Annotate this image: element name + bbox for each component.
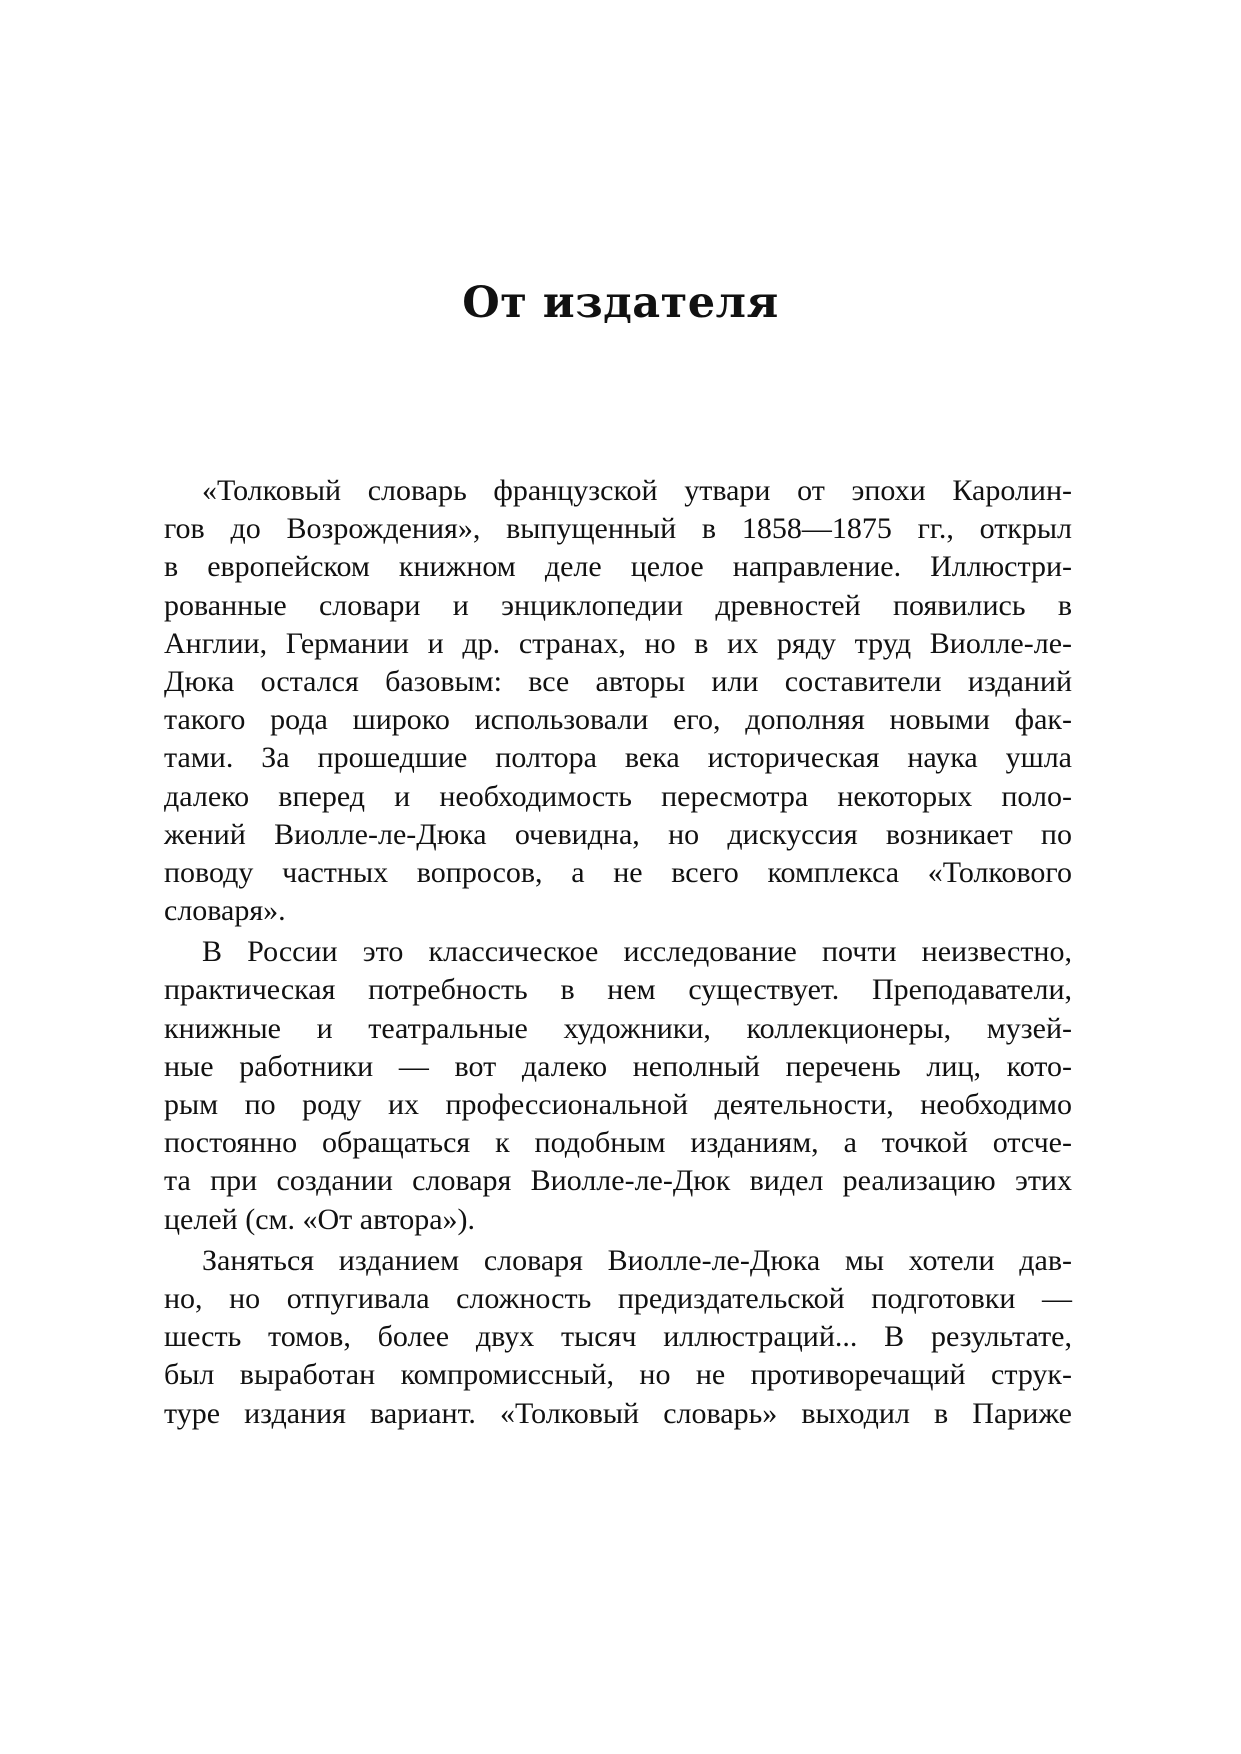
text-line: далеко вперед и необходимость пересмотра некоторых поло- [164,779,1072,813]
text-line: Заняться изданием словаря Виолле-ле-Дюка мы хотели дав- [202,1243,1072,1277]
text-line: такого рода широко использовали его, дополняя новыми фак- [164,703,1072,737]
text-line: шесть томов, более двух тысяч иллюстраций... В результате, [164,1320,1072,1354]
text-line: но, но отпугивала сложность предиздательской подготовки — [164,1281,1072,1315]
body-text [164,472,1072,1433]
text-line: В России это классическое исследование почти неизвестно, [202,935,1072,969]
text-line: был выработан компромиссный, но не противоречащий струк- [164,1358,1072,1392]
text-line: словаря». [164,894,286,928]
paragraph [164,933,1072,1239]
text-line: туре издания вариант. «Толковый словарь» выходил в Париже [164,1396,1072,1430]
text-line: та при создании словаря Виолле-ле-Дюк видел реализацию этих [164,1164,1072,1198]
text-line: рым по роду их профессиональной деятельности, необходимо [164,1088,1072,1121]
text-line: Дюка остался базовым: все авторы или составители изданий [164,664,1072,698]
text-line: книжные и театральные художники, коллекционеры, музей- [164,1011,1072,1045]
text-line: практическая потребность в нем существует. Преподаватели, [164,973,1072,1007]
paragraph [164,1242,1072,1433]
text-line: гов до Возрождения», выпущенный в 1858—1875 гг., открыл [164,512,1072,546]
text-line: тами. За прошедшие полтора века историческая наука ушла [164,741,1072,775]
text-line: Англии, Германии и др. странах, но в их ряду труд Виолле-ле- [164,626,1072,660]
text-line: жений Виолле-ле-Дюка очевидна, но дискуссия возникает по [164,817,1072,851]
text-line: постоянно обращаться к подобным изданиям, а точкой отсче- [164,1126,1072,1160]
page-title: От издателя [462,278,779,328]
text-line: ные работники — вот далеко неполный перечень лиц, кото- [164,1049,1072,1083]
paragraph [164,472,1072,930]
text-line: «Толковый словарь французской утвари от эпохи Каролин- [202,474,1072,507]
text-line: рованные словари и энциклопедии древностей появились в [164,588,1072,622]
text-line: целей (см. «От автора»). [164,1202,476,1236]
text-line: в европейском книжном деле целое направление. Иллюстри- [164,550,1072,584]
text-line: поводу частных вопросов, а не всего комплекса «Толкового [164,855,1072,889]
